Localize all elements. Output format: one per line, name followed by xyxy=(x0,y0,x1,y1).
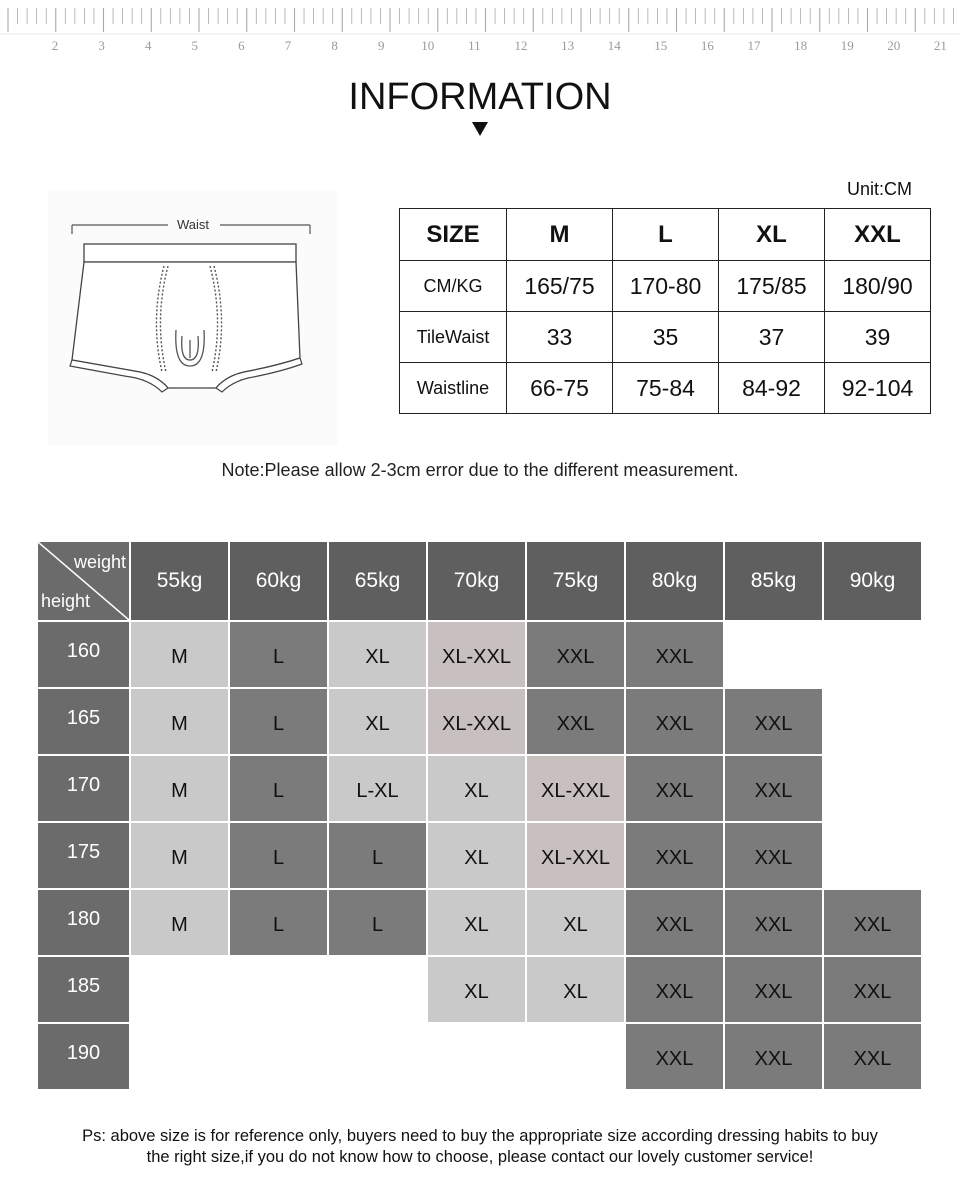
ruler-graphic xyxy=(0,0,960,60)
ruler-number: 10 xyxy=(421,38,435,53)
size-cell: 66-75 xyxy=(507,363,613,414)
height-header: 175 xyxy=(38,823,129,888)
height-header: 180 xyxy=(38,890,129,955)
ruler-number: 3 xyxy=(98,38,105,53)
ruler-number: 12 xyxy=(514,38,528,53)
size-recommendation-cell xyxy=(824,689,921,754)
height-header: 170 xyxy=(38,756,129,821)
ruler-number: 21 xyxy=(933,38,947,53)
size-recommendation-cell: XXL xyxy=(725,957,822,1022)
size-recommendation-cell: XL-XXL xyxy=(527,756,624,821)
height-header: 165 xyxy=(38,689,129,754)
corner-height-label: height xyxy=(41,591,91,611)
size-cell: 75-84 xyxy=(613,363,719,414)
size-recommendation-cell: L xyxy=(230,622,327,687)
size-recommendation-cell: XL xyxy=(329,622,426,687)
height-header: 185 xyxy=(38,957,129,1022)
size-recommendation-cell: XXL xyxy=(725,689,822,754)
size-recommendation-cell xyxy=(329,957,426,1022)
size-recommendation-cell: M xyxy=(131,890,228,955)
size-recommendation-cell: XXL xyxy=(725,756,822,821)
page-title: INFORMATION xyxy=(348,76,612,118)
size-recommendation-cell: XL xyxy=(527,957,624,1022)
size-recommendation-cell xyxy=(824,622,921,687)
size-recommendation-cell: XXL xyxy=(626,689,723,754)
size-recommendation-cell: XXL xyxy=(626,622,723,687)
size-cell: 92-104 xyxy=(825,363,931,414)
reference-note xyxy=(20,1126,940,1168)
size-recommendation-cell xyxy=(230,957,327,1022)
size-header-cell: XXL xyxy=(825,209,931,261)
size-cell: 37 xyxy=(719,312,825,363)
down-triangle-icon xyxy=(471,121,489,137)
size-recommendation-cell: XXL xyxy=(626,957,723,1022)
size-table-row xyxy=(400,261,931,312)
size-cell: 180/90 xyxy=(825,261,931,312)
size-table-header xyxy=(400,209,931,261)
weight-header: 90kg xyxy=(824,542,921,620)
size-recommendation-cell: M xyxy=(131,756,228,821)
weight-header: 75kg xyxy=(527,542,624,620)
size-cell: 33 xyxy=(507,312,613,363)
size-recommendation-cell: XXL xyxy=(725,823,822,888)
size-recommendation-cell: L xyxy=(230,890,327,955)
size-recommendation-cell: XXL xyxy=(824,890,921,955)
ruler-number: 9 xyxy=(377,38,385,53)
size-recommendation-cell xyxy=(329,1024,426,1089)
size-recommendation-cell xyxy=(131,1024,228,1089)
weight-header: 65kg xyxy=(329,542,426,620)
size-header-cell: XL xyxy=(719,209,825,261)
size-recommendation-cell: L xyxy=(230,756,327,821)
size-row-label: TileWaist xyxy=(400,312,507,363)
size-cell: 39 xyxy=(825,312,931,363)
size-recommendation-cell: XXL xyxy=(527,622,624,687)
weight-header: 60kg xyxy=(230,542,327,620)
size-recommendation-cell: M xyxy=(131,823,228,888)
ruler-number: 17 xyxy=(747,38,761,53)
weight-header: 80kg xyxy=(626,542,723,620)
size-recommendation-cell: XXL xyxy=(527,689,624,754)
size-recommendation-cell: XL-XXL xyxy=(428,689,525,754)
size-recommendation-cell: XL-XXL xyxy=(428,622,525,687)
grid-corner xyxy=(38,542,129,620)
size-recommendation-cell: XXL xyxy=(626,1024,723,1089)
unit-label: Unit:CM xyxy=(846,179,912,199)
size-recommendation-cell xyxy=(428,1024,525,1089)
size-recommendation-cell: M xyxy=(131,689,228,754)
size-recommendation-cell: XL xyxy=(428,957,525,1022)
size-recommendation-cell: XXL xyxy=(824,957,921,1022)
size-cell: 35 xyxy=(613,312,719,363)
ruler-number: 6 xyxy=(238,38,245,53)
ruler-number: 15 xyxy=(654,38,668,53)
size-header-cell: SIZE xyxy=(400,209,507,261)
size-cell: 165/75 xyxy=(507,261,613,312)
size-table-row xyxy=(400,363,931,414)
reference-note-line: Ps: above size is for reference only, buyers need to buy the appropriate size according dressing habits to buy xyxy=(82,1127,878,1145)
size-recommendation-cell: XXL xyxy=(626,890,723,955)
size-header-cell: L xyxy=(613,209,719,261)
size-cell: 84-92 xyxy=(719,363,825,414)
size-recommendation-cell xyxy=(725,622,822,687)
measurement-note: Note:Please allow 2-3cm error due to the different measurement. xyxy=(221,460,739,480)
ruler-number: 18 xyxy=(794,38,808,53)
size-recommendation-cell: L xyxy=(230,689,327,754)
weight-header: 55kg xyxy=(131,542,228,620)
size-recommendation-cell xyxy=(824,756,921,821)
size-recommendation-grid xyxy=(38,542,921,1089)
ruler xyxy=(0,0,960,60)
size-recommendation-cell: L xyxy=(230,823,327,888)
height-header: 190 xyxy=(38,1024,129,1089)
corner-weight-label: weight xyxy=(73,552,126,572)
size-recommendation-cell: XXL xyxy=(626,823,723,888)
weight-header: 85kg xyxy=(725,542,822,620)
ruler-number: 14 xyxy=(607,38,621,53)
size-recommendation-cell: XL xyxy=(428,756,525,821)
size-recommendation-cell: XL xyxy=(428,823,525,888)
size-row-label: Waistline xyxy=(400,363,507,414)
size-table-row xyxy=(400,312,931,363)
size-recommendation-cell: XL-XXL xyxy=(527,823,624,888)
size-recommendation-cell xyxy=(824,823,921,888)
size-recommendation-cell: XXL xyxy=(626,756,723,821)
ruler-number: 5 xyxy=(191,38,199,53)
size-recommendation-cell: M xyxy=(131,622,228,687)
size-recommendation-cell xyxy=(230,1024,327,1089)
size-row-label: CM/KG xyxy=(400,261,507,312)
weight-header: 70kg xyxy=(428,542,525,620)
ruler-number: 4 xyxy=(144,38,152,53)
ruler-number: 2 xyxy=(51,38,59,53)
height-header: 160 xyxy=(38,622,129,687)
size-recommendation-cell: L xyxy=(329,823,426,888)
size-cell: 170-80 xyxy=(613,261,719,312)
ruler-number: 7 xyxy=(284,38,292,53)
ruler-number: 20 xyxy=(887,38,901,53)
ruler-number: 11 xyxy=(468,38,481,53)
size-recommendation-cell: XXL xyxy=(725,1024,822,1089)
waist-label: Waist xyxy=(176,217,210,232)
ruler-number: 8 xyxy=(331,38,338,53)
size-recommendation-cell: XL xyxy=(527,890,624,955)
size-recommendation-cell: XXL xyxy=(824,1024,921,1089)
size-recommendation-cell: L xyxy=(329,890,426,955)
size-recommendation-cell: XL xyxy=(329,689,426,754)
ruler-number: 16 xyxy=(700,38,714,53)
reference-note-line: the right size,if you do not know how to choose, please contact our lovely customer service! xyxy=(146,1148,814,1166)
size-recommendation-cell: L-XL xyxy=(329,756,426,821)
size-cell: 175/85 xyxy=(719,261,825,312)
ruler-number: 13 xyxy=(561,38,575,53)
size-recommendation-cell xyxy=(527,1024,624,1089)
size-recommendation-cell: XXL xyxy=(725,890,822,955)
size-recommendation-cell xyxy=(131,957,228,1022)
size-header-cell: M xyxy=(507,209,613,261)
size-table xyxy=(399,208,931,414)
ruler-number: 19 xyxy=(840,38,854,53)
underwear-illustration xyxy=(48,190,338,445)
size-recommendation-cell: XL xyxy=(428,890,525,955)
